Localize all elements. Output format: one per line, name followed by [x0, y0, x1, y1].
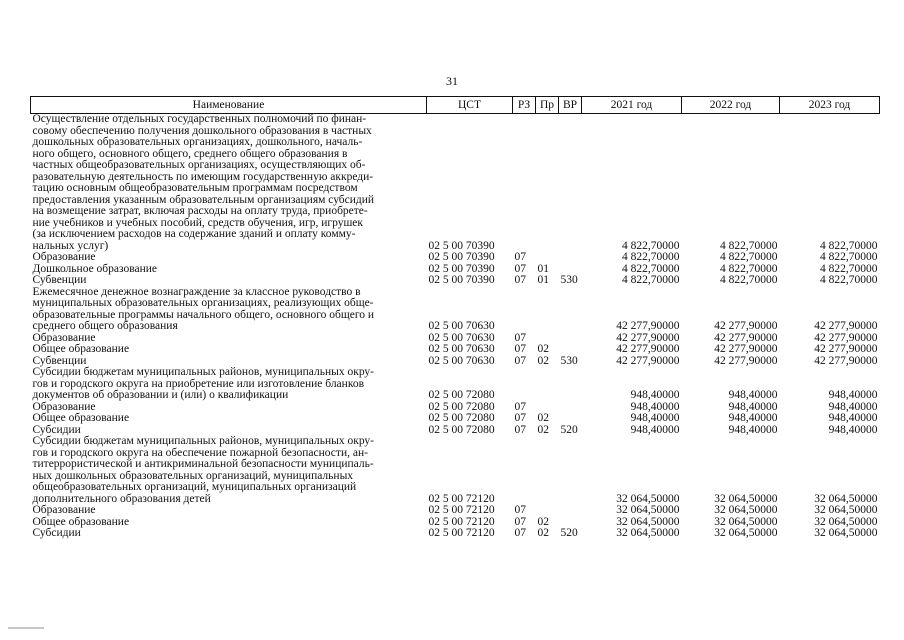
cell-y2022: 4 822,70000	[720, 274, 778, 286]
cell-rz: 07	[514, 331, 526, 344]
header-2022: 2022 год	[682, 97, 780, 114]
table-row	[31, 344, 880, 356]
table-row	[31, 252, 880, 264]
cell-y2022: 948,40000	[728, 412, 778, 424]
cell-vr	[559, 333, 582, 345]
cell-name: Субсидии	[32, 527, 81, 539]
cell-pr	[536, 436, 559, 505]
cell-rz	[513, 367, 536, 402]
cell-pr	[536, 505, 559, 517]
cell-rz	[513, 287, 536, 333]
table-row	[31, 436, 880, 505]
cell-y2023: 948,40000	[828, 423, 878, 436]
cell-y2022: 32 064,50000	[714, 515, 778, 528]
cell-vr	[559, 436, 582, 505]
cell-y2022: 42 277,90000	[714, 343, 778, 355]
cell-vr	[559, 505, 582, 517]
cell-y2021: 948,40000	[630, 423, 680, 436]
cell-name: Образование	[32, 331, 96, 344]
cell-vr	[559, 402, 582, 414]
cell-y2022: 42 277,90000	[714, 331, 778, 344]
cell-pr: 02	[537, 423, 549, 436]
cell-cst: 02 5 00 72080	[428, 389, 495, 401]
table-row	[31, 287, 880, 333]
cell-y2021: 42 277,90000	[616, 343, 680, 355]
cell-y2022: 4 822,70000	[720, 262, 778, 275]
cell-y2023: 42 277,90000	[814, 331, 878, 344]
cell-cst: 02 5 00 70390	[428, 274, 495, 286]
cell-pr	[536, 367, 559, 402]
cell-y2022: 32 064,50000	[714, 492, 778, 505]
cell-pr: 02	[537, 515, 549, 528]
cell-y2021: 32 064,50000	[616, 527, 680, 539]
cell-rz	[513, 436, 536, 505]
cell-y2022: 42 277,90000	[714, 320, 778, 332]
cell-y2022: 948,40000	[728, 423, 778, 436]
cell-y2023: 948,40000	[828, 400, 878, 413]
cell-y2021: 948,40000	[630, 412, 680, 424]
cell-name: Субсидии	[32, 423, 81, 436]
table-row	[31, 413, 880, 425]
cell-rz: 07	[514, 504, 526, 516]
cell-vr	[559, 413, 582, 425]
cell-y2023: 42 277,90000	[814, 354, 878, 367]
scan-edge-mark	[8, 627, 44, 629]
table-row	[31, 528, 880, 540]
header-rz: РЗ	[513, 97, 536, 114]
cell-y2023: 32 064,50000	[814, 492, 878, 505]
cell-cst: 02 5 00 72120	[428, 492, 495, 505]
cell-cst: 02 5 00 72120	[428, 527, 495, 539]
cell-rz: 07	[514, 400, 526, 413]
cell-y2023: 4 822,70000	[820, 239, 878, 252]
cell-vr	[559, 287, 582, 333]
cell-y2021: 4 822,70000	[622, 239, 680, 252]
cell-y2022: 4 822,70000	[720, 251, 778, 263]
cell-name: Ежемесячное денежное вознаграждение за классное руководство в муниципальных образовательных организациях, реализующих обще- образовательные программы начального общего, основного общего и среднего общего образования	[32, 285, 375, 332]
cell-y2021: 4 822,70000	[622, 262, 680, 275]
cell-cst: 02 5 00 70630	[428, 343, 495, 355]
cell-cst: 02 5 00 70630	[428, 331, 495, 344]
cell-name: Субсидии бюджетам муниципальных районов, муниципальных окру- гов и городского округа на приобретение или изготовление бланков документов об образовании и (или) о квалификации	[32, 366, 375, 401]
cell-cst: 02 5 00 70630	[428, 354, 495, 367]
cell-cst: 02 5 00 70390	[428, 262, 495, 275]
cell-rz: 07	[514, 423, 526, 436]
cell-y2022: 32 064,50000	[714, 504, 778, 516]
cell-name: Общее образование	[32, 412, 130, 424]
cell-y2021: 948,40000	[630, 389, 680, 401]
budget-table	[30, 96, 880, 540]
page-number: 31	[446, 74, 458, 88]
cell-y2023: 4 822,70000	[820, 262, 878, 275]
cell-cst: 02 5 00 70390	[428, 251, 495, 263]
cell-vr: 520	[560, 527, 578, 539]
cell-pr	[536, 114, 559, 253]
cell-cst: 02 5 00 72080	[428, 412, 495, 424]
cell-name: Образование	[32, 504, 96, 516]
cell-rz: 07	[514, 343, 526, 355]
cell-y2023: 42 277,90000	[814, 343, 878, 355]
cell-rz: 07	[514, 515, 526, 528]
cell-y2021: 32 064,50000	[616, 504, 680, 516]
cell-name: Дошкольное образование	[32, 262, 158, 275]
cell-y2021: 4 822,70000	[622, 251, 680, 263]
cell-y2022: 4 822,70000	[720, 239, 778, 252]
table-row	[31, 367, 880, 402]
cell-cst: 02 5 00 70630	[428, 320, 495, 332]
cell-y2021: 32 064,50000	[616, 492, 680, 505]
header-pr: Пр	[536, 97, 559, 114]
cell-y2023: 42 277,90000	[814, 320, 878, 332]
cell-name: Образование	[32, 400, 96, 413]
cell-name: Субвенции	[32, 354, 87, 367]
cell-pr	[536, 252, 559, 264]
cell-y2021: 948,40000	[630, 400, 680, 413]
cell-cst: 02 5 00 72080	[428, 400, 495, 413]
cell-rz: 07	[514, 527, 526, 539]
cell-pr: 02	[537, 527, 549, 539]
cell-cst: 02 5 00 72120	[428, 504, 495, 516]
table-header-row	[31, 97, 880, 114]
cell-y2023: 4 822,70000	[820, 274, 878, 286]
cell-vr	[559, 114, 582, 253]
cell-y2023: 32 064,50000	[814, 515, 878, 528]
cell-y2023: 948,40000	[828, 412, 878, 424]
cell-pr: 01	[537, 274, 549, 286]
cell-vr: 530	[560, 274, 578, 286]
cell-pr: 01	[537, 262, 549, 275]
cell-cst: 02 5 00 70390	[428, 239, 495, 252]
header-vr: ВР	[559, 97, 582, 114]
header-name: Наименование	[31, 97, 427, 114]
cell-vr: 530	[560, 354, 578, 367]
cell-y2023: 32 064,50000	[814, 527, 878, 539]
cell-y2022: 42 277,90000	[714, 354, 778, 367]
cell-cst: 02 5 00 72080	[428, 423, 495, 436]
cell-rz	[513, 114, 536, 253]
cell-y2022: 32 064,50000	[714, 527, 778, 539]
cell-y2022: 948,40000	[728, 400, 778, 413]
cell-name: Субвенции	[32, 274, 87, 286]
cell-rz: 07	[514, 412, 526, 424]
cell-rz: 07	[514, 251, 526, 263]
header-2023: 2023 год	[780, 97, 880, 114]
cell-vr	[559, 344, 582, 356]
cell-y2022: 948,40000	[728, 389, 778, 401]
cell-vr: 520	[560, 423, 578, 436]
table-row	[31, 275, 880, 287]
cell-pr: 02	[537, 343, 549, 355]
cell-y2021: 32 064,50000	[616, 515, 680, 528]
cell-rz: 07	[514, 274, 526, 286]
cell-pr: 02	[537, 412, 549, 424]
cell-name: Общее образование	[32, 343, 130, 355]
cell-rz: 07	[514, 354, 526, 367]
cell-y2021: 4 822,70000	[622, 274, 680, 286]
cell-name: Образование	[32, 251, 96, 263]
cell-name: Осуществление отдельных государственных полномочий по финан- совому обеспечению получения дошкольного образования в частных дошкольных образовательных организациях, дошкольного, началь- ного общего, основного общего, среднего общего образования в частных общеобразовательных организациях, осуществляющих об- разовательную деятельность по имеющим государственную аккреди- тацию основным общеобразовательным программам посредством предоставления указанным образовательным организациям субсидий на возмещение затрат, включая расходы на оплату труда, приобрете- ние учебников и учебных пособий, средств обучения, игр, игрушек (за исключением расходов на содержание зданий и оплату комму- нальных услуг)	[32, 113, 375, 252]
cell-y2023: 32 064,50000	[814, 504, 878, 516]
cell-y2021: 42 277,90000	[616, 320, 680, 332]
table-body	[31, 114, 880, 540]
table-row	[31, 505, 880, 517]
header-2021: 2021 год	[582, 97, 682, 114]
cell-name: Общее образование	[32, 515, 130, 528]
header-cst: ЦСТ	[427, 97, 513, 114]
cell-pr	[536, 287, 559, 333]
cell-y2021: 42 277,90000	[616, 354, 680, 367]
cell-vr	[559, 252, 582, 264]
cell-y2021: 42 277,90000	[616, 331, 680, 344]
cell-name: Субсидии бюджетам муниципальных районов, муниципальных окру- гов и городского округа на обеспечение пожарной безопасности, ан- титеррористической и антикриминальной безопасности муниципаль- ных дошкольных образовательных организаций, муниципальных общеобразовательных организаций, муниципальных организаций дополнительного образования детей	[32, 435, 375, 505]
table-row	[31, 114, 880, 253]
cell-y2023: 4 822,70000	[820, 251, 878, 263]
cell-vr	[559, 367, 582, 402]
cell-rz: 07	[514, 262, 526, 275]
cell-y2023: 948,40000	[828, 389, 878, 401]
cell-cst: 02 5 00 72120	[428, 515, 495, 528]
cell-pr: 02	[537, 354, 549, 367]
